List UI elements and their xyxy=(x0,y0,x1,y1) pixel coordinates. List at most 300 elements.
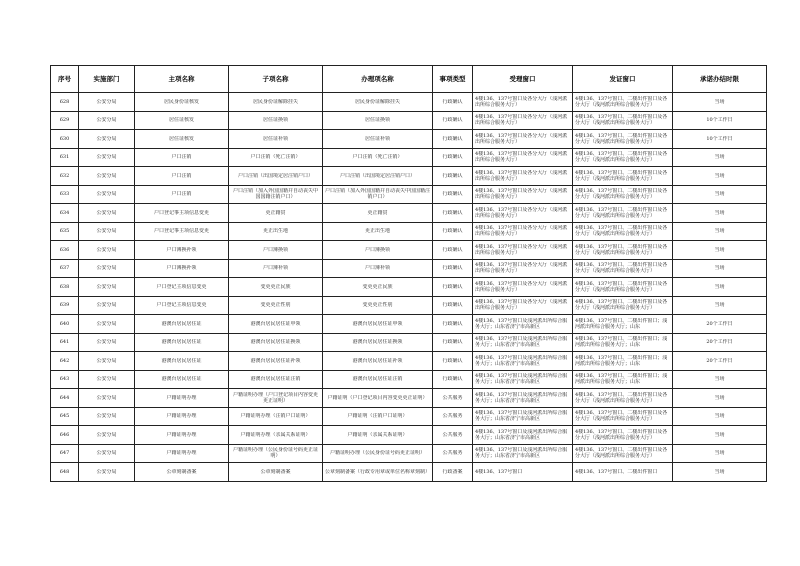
cell-type xyxy=(433,241,473,260)
cell-main xyxy=(135,148,229,167)
cell-time-limit-text: 当场 xyxy=(714,413,725,420)
cell-main xyxy=(135,426,229,445)
cell-accept-window xyxy=(473,352,573,371)
cell-sub-text: 港澳台居民居住证注销 xyxy=(250,376,301,383)
cell-item xyxy=(323,241,433,260)
cell-issue-window xyxy=(573,407,673,426)
cell-accept-window xyxy=(473,296,573,315)
cell-time-limit-text: 当场 xyxy=(714,191,725,198)
cell-main xyxy=(135,352,229,371)
cell-sub-text: 居住证补领 xyxy=(262,135,288,142)
cell-no-text: 629 xyxy=(59,117,70,124)
table-row xyxy=(51,130,767,149)
cell-issue-window xyxy=(573,111,673,130)
cell-time-limit-text: 当场 xyxy=(714,154,725,161)
cell-sub-text: 港澳台居民居住证申领 xyxy=(250,320,301,327)
cell-accept-window xyxy=(473,407,573,426)
cell-no-text: 636 xyxy=(59,246,70,253)
cell-item xyxy=(323,222,433,241)
cell-type xyxy=(433,204,473,223)
cell-main xyxy=(135,463,229,482)
cell-dept-text: 公安分局 xyxy=(96,357,117,364)
cell-main xyxy=(135,111,229,130)
table-row xyxy=(51,148,767,167)
cell-no xyxy=(51,444,79,463)
header-row xyxy=(51,66,767,93)
cell-main-text: 户籍证明办理 xyxy=(166,431,197,438)
cell-no-text: 628 xyxy=(59,98,70,105)
cell-accept-window-text: 4楼136、137号窗口及各分大厅（浅河派出所综合服务大厅） xyxy=(475,225,568,238)
cell-accept-window-text: 4楼136、137号窗口及浅河派出所综合服务大厅；山东省济宁市高新区 xyxy=(475,428,568,441)
cell-sub-text: 户籍证明办理（注销户口证明） xyxy=(240,413,311,420)
cell-sub-text: 户口簿换领 xyxy=(262,246,288,253)
cell-dept-text: 公安分局 xyxy=(96,265,117,272)
cell-no xyxy=(51,111,79,130)
cell-item-text: 户籍证明（亲属关系证明） xyxy=(347,431,408,438)
cell-no-text: 637 xyxy=(59,265,70,272)
cell-sub xyxy=(229,111,323,130)
cell-time-limit xyxy=(673,463,767,482)
cell-main-text: 户籍证明办理 xyxy=(166,450,197,457)
cell-type xyxy=(433,407,473,426)
cell-no-text: 644 xyxy=(59,394,70,401)
cell-time-limit xyxy=(673,296,767,315)
cell-accept-window-text: 4楼136、137号窗口及各分大厅（浅河派出所综合服务大厅） xyxy=(475,132,568,145)
cell-issue-window xyxy=(573,463,673,482)
cell-issue-window-text: 4楼136、137号窗口、二楼出件窗口及各分大厅（浅河派出所综合服务大厅） xyxy=(575,188,668,201)
cell-item xyxy=(323,333,433,352)
cell-no xyxy=(51,296,79,315)
cell-type-text: 行政确认 xyxy=(442,339,463,346)
cell-item-text: 户口簿换领 xyxy=(364,246,390,253)
cell-main-text: 户口登记主项信息变更 xyxy=(156,283,207,290)
cell-dept-text: 公安分局 xyxy=(96,246,117,253)
cell-accept-window-text: 4楼136、137号窗口及各分大厅（浅河派出所综合服务大厅） xyxy=(475,206,568,219)
cell-type xyxy=(433,426,473,445)
cell-time-limit-text: 当场 xyxy=(714,265,725,272)
cell-type xyxy=(433,389,473,408)
cell-type-text: 行政确认 xyxy=(442,172,463,179)
cell-item xyxy=(323,111,433,130)
cell-sub xyxy=(229,444,323,463)
cell-item xyxy=(323,185,433,204)
cell-no xyxy=(51,315,79,334)
cell-main xyxy=(135,185,229,204)
cell-dept xyxy=(79,278,135,297)
cell-time-limit-text: 10个工作日 xyxy=(706,135,733,142)
cell-time-limit xyxy=(673,111,767,130)
cell-no-text: 633 xyxy=(59,191,70,198)
cell-dept-text: 公安分局 xyxy=(96,172,117,179)
cell-issue-window xyxy=(573,185,673,204)
cell-dept-text: 公安分局 xyxy=(96,376,117,383)
cell-dept xyxy=(79,130,135,149)
cell-issue-window xyxy=(573,222,673,241)
cell-no xyxy=(51,426,79,445)
cell-sub-text: 户口注销（加入外国国籍并自动丧失中国国籍注销户口） xyxy=(232,188,318,201)
cell-dept-text: 公安分局 xyxy=(96,98,117,105)
cell-main-text: 港澳台居民居住证 xyxy=(161,320,202,327)
cell-issue-window xyxy=(573,148,673,167)
cell-sub-text: 港澳台居民居住证补领 xyxy=(250,357,301,364)
cell-type-text: 公共服务 xyxy=(442,431,463,438)
cell-dept xyxy=(79,204,135,223)
cell-no-text: 645 xyxy=(59,413,70,420)
cell-issue-window xyxy=(573,259,673,278)
header-issue-window: 发证窗口 xyxy=(573,66,673,93)
header-accept-window: 受理窗口 xyxy=(473,66,573,93)
cell-accept-window-text: 4楼136、137号窗口及浅河派出所综合服务大厅；山东省济宁市高新区 xyxy=(475,317,568,330)
cell-type-text: 行政确认 xyxy=(442,135,463,142)
cell-issue-window xyxy=(573,426,673,445)
cell-time-limit-text: 20个工作日 xyxy=(706,339,733,346)
header-sub: 子项名称 xyxy=(229,66,323,93)
cell-accept-window-text: 4楼136、137号窗口及浅河派出所综合服务大厅；山东省济宁市高新区 xyxy=(475,336,568,349)
table-row xyxy=(51,278,767,297)
cell-item xyxy=(323,204,433,223)
cell-type-text: 行政确认 xyxy=(442,117,463,124)
cell-sub xyxy=(229,370,323,389)
table-row xyxy=(51,407,767,426)
cell-accept-window xyxy=(473,130,573,149)
cell-no xyxy=(51,278,79,297)
cell-main-text: 户口注销 xyxy=(171,172,192,179)
cell-type-text: 公共服务 xyxy=(442,450,463,457)
cell-item xyxy=(323,130,433,149)
cell-issue-window-text: 4楼136、137号窗口、二楼出件窗口及各分大厅（浅河派出所综合服务大厅） xyxy=(575,114,668,127)
cell-issue-window-text: 4楼136、137号窗口、二楼出件窗口及各分大厅（浅河派出所综合服务大厅） xyxy=(575,151,668,164)
table-row xyxy=(51,333,767,352)
cell-dept xyxy=(79,389,135,408)
cell-no xyxy=(51,370,79,389)
table-row xyxy=(51,167,767,186)
cell-issue-window-text: 4楼136、137号窗口、二楼出件窗口及各分大厅（浅河派出所综合服务大厅） xyxy=(575,447,668,460)
cell-main-text: 户口簿换补领 xyxy=(166,265,197,272)
cell-item-text: 户口注销（死亡注销） xyxy=(352,154,403,161)
cell-issue-window xyxy=(573,241,673,260)
cell-accept-window-text: 4楼136、137号窗口及浅河派出所综合服务大厅；山东省济宁市高新区 xyxy=(475,410,568,423)
cell-sub-text: 港澳台居民居住证换领 xyxy=(250,339,301,346)
cell-main xyxy=(135,296,229,315)
cell-dept xyxy=(79,407,135,426)
cell-main xyxy=(135,333,229,352)
cell-type xyxy=(433,93,473,112)
cell-item-text: 户口注销（加入外国国籍并自动丧失中国国籍注销户口） xyxy=(325,188,430,201)
cell-type xyxy=(433,370,473,389)
cell-item-text: 户口注销（出国境定居注销户口） xyxy=(339,172,415,179)
cell-accept-window-text: 4楼136、137号窗口及浅河派出所综合服务大厅；山东省济宁市高新区 xyxy=(475,447,568,460)
cell-issue-window-text: 4楼136、137号窗口、二楼出件窗口及各分大厅（浅河派出所综合服务大厅） xyxy=(575,410,668,423)
cell-no xyxy=(51,148,79,167)
cell-accept-window xyxy=(473,259,573,278)
cell-accept-window-text: 4楼136、137号窗口及各分大厅（浅河派出所综合服务大厅） xyxy=(475,95,568,108)
cell-time-limit xyxy=(673,222,767,241)
cell-main xyxy=(135,315,229,334)
cell-time-limit xyxy=(673,259,767,278)
cell-main xyxy=(135,130,229,149)
table-row xyxy=(51,315,767,334)
cell-sub xyxy=(229,296,323,315)
cell-main xyxy=(135,444,229,463)
cell-no-text: 640 xyxy=(59,320,70,327)
cell-issue-window-text: 4楼136、137号窗口、二楼出件窗口及各分大厅（浅河派出所综合服务大厅） xyxy=(575,299,668,312)
header-time-limit: 承诺办结时限 xyxy=(673,66,767,93)
cell-type-text: 行政确认 xyxy=(442,98,463,105)
cell-item-text: 港澳台居民居住证注销 xyxy=(352,376,403,383)
cell-issue-window-text: 4楼136、137号窗口、二楼出件窗口；浅河派出所综合服务大厅；山东 xyxy=(575,317,668,330)
cell-no xyxy=(51,204,79,223)
cell-no xyxy=(51,241,79,260)
cell-item xyxy=(323,259,433,278)
cell-time-limit-text: 当场 xyxy=(714,394,725,401)
cell-issue-window-text: 4楼136、137号窗口、二楼出件窗口及各分大厅（浅河派出所综合服务大厅） xyxy=(575,132,668,145)
cell-issue-window xyxy=(573,167,673,186)
cell-accept-window xyxy=(473,389,573,408)
cell-main-text: 户口登记事主项信息变更 xyxy=(153,209,209,216)
cell-no xyxy=(51,130,79,149)
cell-issue-window xyxy=(573,93,673,112)
cell-type-text: 行政确认 xyxy=(442,228,463,235)
cell-main-text: 港澳台居民居住证 xyxy=(161,357,202,364)
cell-type xyxy=(433,278,473,297)
cell-time-limit xyxy=(673,370,767,389)
cell-issue-window-text: 4楼136、137号窗口、二楼出件窗口及各分大厅（浅河派出所综合服务大厅） xyxy=(575,95,668,108)
cell-accept-window xyxy=(473,167,573,186)
cell-accept-window-text: 4楼136、137号窗口及浅河派出所综合服务大厅；山东省济宁市高新区 xyxy=(475,391,568,404)
cell-type xyxy=(433,167,473,186)
cell-type-text: 公共服务 xyxy=(442,413,463,420)
cell-type xyxy=(433,259,473,278)
cell-dept xyxy=(79,259,135,278)
cell-dept-text: 公安分局 xyxy=(96,117,117,124)
cell-item-text: 居住证补领 xyxy=(364,135,390,142)
cell-no xyxy=(51,333,79,352)
cell-accept-window-text: 4楼136、137号窗口及浅河派出所综合服务大厅；山东省济宁市高新区 xyxy=(475,373,568,386)
cell-accept-window-text: 4楼136、137号窗口及各分大厅（浅河派出所综合服务大厅） xyxy=(475,188,568,201)
cell-main xyxy=(135,259,229,278)
cell-issue-window-text: 4楼136、137号窗口、二楼出件窗口；浅河派出所综合服务大厅；山东 xyxy=(575,336,668,349)
cell-time-limit-text: 当场 xyxy=(714,98,725,105)
cell-time-limit-text: 当场 xyxy=(714,172,725,179)
cell-issue-window xyxy=(573,444,673,463)
cell-main xyxy=(135,278,229,297)
cell-item-text: 变更更正性别 xyxy=(362,302,393,309)
cell-time-limit-text: 20个工作日 xyxy=(706,320,733,327)
cell-type-text: 行政确认 xyxy=(442,283,463,290)
cell-no-text: 641 xyxy=(59,339,70,346)
cell-time-limit xyxy=(673,167,767,186)
cell-dept-text: 公安分局 xyxy=(96,320,117,327)
cell-dept-text: 公安分局 xyxy=(96,302,117,309)
cell-sub xyxy=(229,222,323,241)
cell-sub xyxy=(229,204,323,223)
cell-sub xyxy=(229,426,323,445)
cell-time-limit-text: 当场 xyxy=(714,283,725,290)
cell-accept-window xyxy=(473,93,573,112)
cell-no xyxy=(51,389,79,408)
cell-time-limit-text: 当场 xyxy=(714,468,725,475)
cell-no xyxy=(51,463,79,482)
cell-time-limit xyxy=(673,148,767,167)
cell-sub-text: 户口簿补领 xyxy=(262,265,288,272)
cell-issue-window xyxy=(573,296,673,315)
cell-accept-window xyxy=(473,204,573,223)
cell-dept-text: 公安分局 xyxy=(96,209,117,216)
cell-dept xyxy=(79,167,135,186)
cell-item xyxy=(323,167,433,186)
cell-accept-window xyxy=(473,111,573,130)
cell-time-limit xyxy=(673,315,767,334)
cell-time-limit-text: 当场 xyxy=(714,376,725,383)
cell-issue-window xyxy=(573,278,673,297)
cell-accept-window-text: 4楼136、137号窗口及各分大厅（浅河派出所综合服务大厅） xyxy=(475,262,568,275)
cell-dept-text: 公安分局 xyxy=(96,135,117,142)
cell-issue-window-text: 4楼136、137号窗口、二楼出件窗口及各分大厅（浅河派出所综合服务大厅） xyxy=(575,169,668,182)
cell-no-text: 634 xyxy=(59,209,70,216)
cell-sub xyxy=(229,130,323,149)
cell-type xyxy=(433,463,473,482)
cell-issue-window-text: 4楼136、137号窗口、二楼出件窗口及各分大厅（浅河派出所综合服务大厅） xyxy=(575,391,668,404)
cell-dept xyxy=(79,148,135,167)
cell-no-text: 647 xyxy=(59,450,70,457)
cell-issue-window xyxy=(573,389,673,408)
cell-issue-window-text: 4楼136、137号窗口、二楼出件窗口及各分大厅（浅河派出所综合服务大厅） xyxy=(575,280,668,293)
cell-sub xyxy=(229,407,323,426)
cell-accept-window xyxy=(473,370,573,389)
cell-type xyxy=(433,296,473,315)
table-row xyxy=(51,222,767,241)
cell-issue-window xyxy=(573,204,673,223)
cell-accept-window-text: 4楼136、137号窗口及各分大厅（浅河派出所综合服务大厅） xyxy=(475,151,568,164)
cell-no xyxy=(51,352,79,371)
cell-item-text: 公章刻制备案（行政专用章或单位名称章刻制） xyxy=(325,468,430,475)
cell-main-text: 户籍证明办理 xyxy=(166,413,197,420)
cell-type-text: 行政确认 xyxy=(442,154,463,161)
cell-time-limit-text: 10个工作日 xyxy=(706,117,733,124)
cell-type xyxy=(433,185,473,204)
cell-type-text: 行政确认 xyxy=(442,265,463,272)
table-row xyxy=(51,241,767,260)
cell-no xyxy=(51,222,79,241)
cell-issue-window-text: 4楼136、137号窗口、二楼出件窗口及各分大厅（浅河派出所综合服务大厅） xyxy=(575,225,668,238)
cell-main-text: 居住证核发 xyxy=(168,135,194,142)
table-row xyxy=(51,389,767,408)
cell-sub-text: 更正籍贯 xyxy=(265,209,286,216)
cell-dept-text: 公安分局 xyxy=(96,468,117,475)
cell-main-text: 户籍证明办理 xyxy=(166,394,197,401)
cell-dept-text: 公安分局 xyxy=(96,394,117,401)
cell-item-text: 港澳台居民居住证换领 xyxy=(352,339,403,346)
cell-item-text: 户籍证明（注销户口证明） xyxy=(347,413,408,420)
cell-sub-text: 户籍证明办理（户口登记项目内容变更更正证明） xyxy=(232,391,318,404)
cell-accept-window-text: 4楼136、137号窗口及各分大厅（浅河派出所综合服务大厅） xyxy=(475,243,568,256)
cell-accept-window xyxy=(473,463,573,482)
cell-main xyxy=(135,222,229,241)
cell-dept xyxy=(79,352,135,371)
cell-dept-text: 公安分局 xyxy=(96,228,117,235)
cell-accept-window xyxy=(473,148,573,167)
cell-time-limit-text: 当场 xyxy=(714,228,725,235)
cell-dept xyxy=(79,111,135,130)
cell-issue-window-text: 4楼136、137号窗口、二楼出件窗口；浅河派出所综合服务大厅；山东 xyxy=(575,373,668,386)
cell-item-text: 户口簿补领 xyxy=(364,265,390,272)
cell-sub xyxy=(229,259,323,278)
cell-item xyxy=(323,352,433,371)
cell-type-text: 行政确认 xyxy=(442,209,463,216)
table-row xyxy=(51,370,767,389)
cell-dept xyxy=(79,444,135,463)
cell-issue-window-text: 4楼136、137号窗口、二楼出件窗口及各分大厅（浅河派出所综合服务大厅） xyxy=(575,262,668,275)
cell-accept-window xyxy=(473,315,573,334)
cell-time-limit-text: 20个工作日 xyxy=(706,357,733,364)
cell-accept-window xyxy=(473,444,573,463)
cell-time-limit-text: 当场 xyxy=(714,450,725,457)
cell-item xyxy=(323,389,433,408)
table-row xyxy=(51,444,767,463)
table-row xyxy=(51,296,767,315)
cell-item-text: 变更更正民族 xyxy=(362,283,393,290)
cell-dept xyxy=(79,185,135,204)
cell-issue-window xyxy=(573,370,673,389)
cell-main xyxy=(135,167,229,186)
cell-main-text: 港澳台居民居住证 xyxy=(161,339,202,346)
cell-time-limit-text: 当场 xyxy=(714,246,725,253)
cell-type-text: 行政备案 xyxy=(442,468,463,475)
cell-main-text: 户口注销 xyxy=(171,191,192,198)
cell-sub xyxy=(229,185,323,204)
cell-accept-window xyxy=(473,333,573,352)
header-dept: 实施部门 xyxy=(79,66,135,93)
cell-type xyxy=(433,352,473,371)
cell-issue-window-text: 4楼136、137号窗口、二楼出件窗口及各分大厅（浅河派出所综合服务大厅） xyxy=(575,243,668,256)
cell-dept-text: 公安分局 xyxy=(96,191,117,198)
cell-accept-window xyxy=(473,278,573,297)
cell-no-text: 643 xyxy=(59,376,70,383)
cell-item-text: 更正籍贯 xyxy=(367,209,388,216)
cell-accept-window-text: 4楼136、137号窗口及各分大厅（浅河派出所综合服务大厅） xyxy=(475,280,568,293)
cell-sub xyxy=(229,333,323,352)
cell-type-text: 行政确认 xyxy=(442,302,463,309)
cell-item xyxy=(323,463,433,482)
table-row xyxy=(51,111,767,130)
cell-sub xyxy=(229,315,323,334)
cell-issue-window xyxy=(573,352,673,371)
cell-type xyxy=(433,333,473,352)
cell-main xyxy=(135,93,229,112)
cell-issue-window-text: 4楼136、137号窗口、二楼出件窗口；浅河派出所综合服务大厅；山东 xyxy=(575,354,668,367)
cell-sub xyxy=(229,352,323,371)
cell-item xyxy=(323,296,433,315)
cell-accept-window xyxy=(473,222,573,241)
cell-main-text: 港澳台居民居住证 xyxy=(161,376,202,383)
cell-dept xyxy=(79,463,135,482)
cell-time-limit xyxy=(673,426,767,445)
cell-main xyxy=(135,204,229,223)
cell-time-limit xyxy=(673,130,767,149)
table-row xyxy=(51,463,767,482)
cell-item-text: 港澳台居民居住证补领 xyxy=(352,357,403,364)
cell-type-text: 行政确认 xyxy=(442,357,463,364)
cell-type-text: 行政确认 xyxy=(442,320,463,327)
cell-dept xyxy=(79,333,135,352)
cell-sub-text: 户籍证明办理（公民身份证号码更正证明） xyxy=(232,447,318,460)
cell-dept xyxy=(79,222,135,241)
cell-sub-text: 户籍证明办理（亲属关系证明） xyxy=(240,431,311,438)
cell-dept xyxy=(79,426,135,445)
cell-no-text: 638 xyxy=(59,283,70,290)
cell-dept xyxy=(79,93,135,112)
cell-main-text: 居民身份证核发 xyxy=(163,98,199,105)
